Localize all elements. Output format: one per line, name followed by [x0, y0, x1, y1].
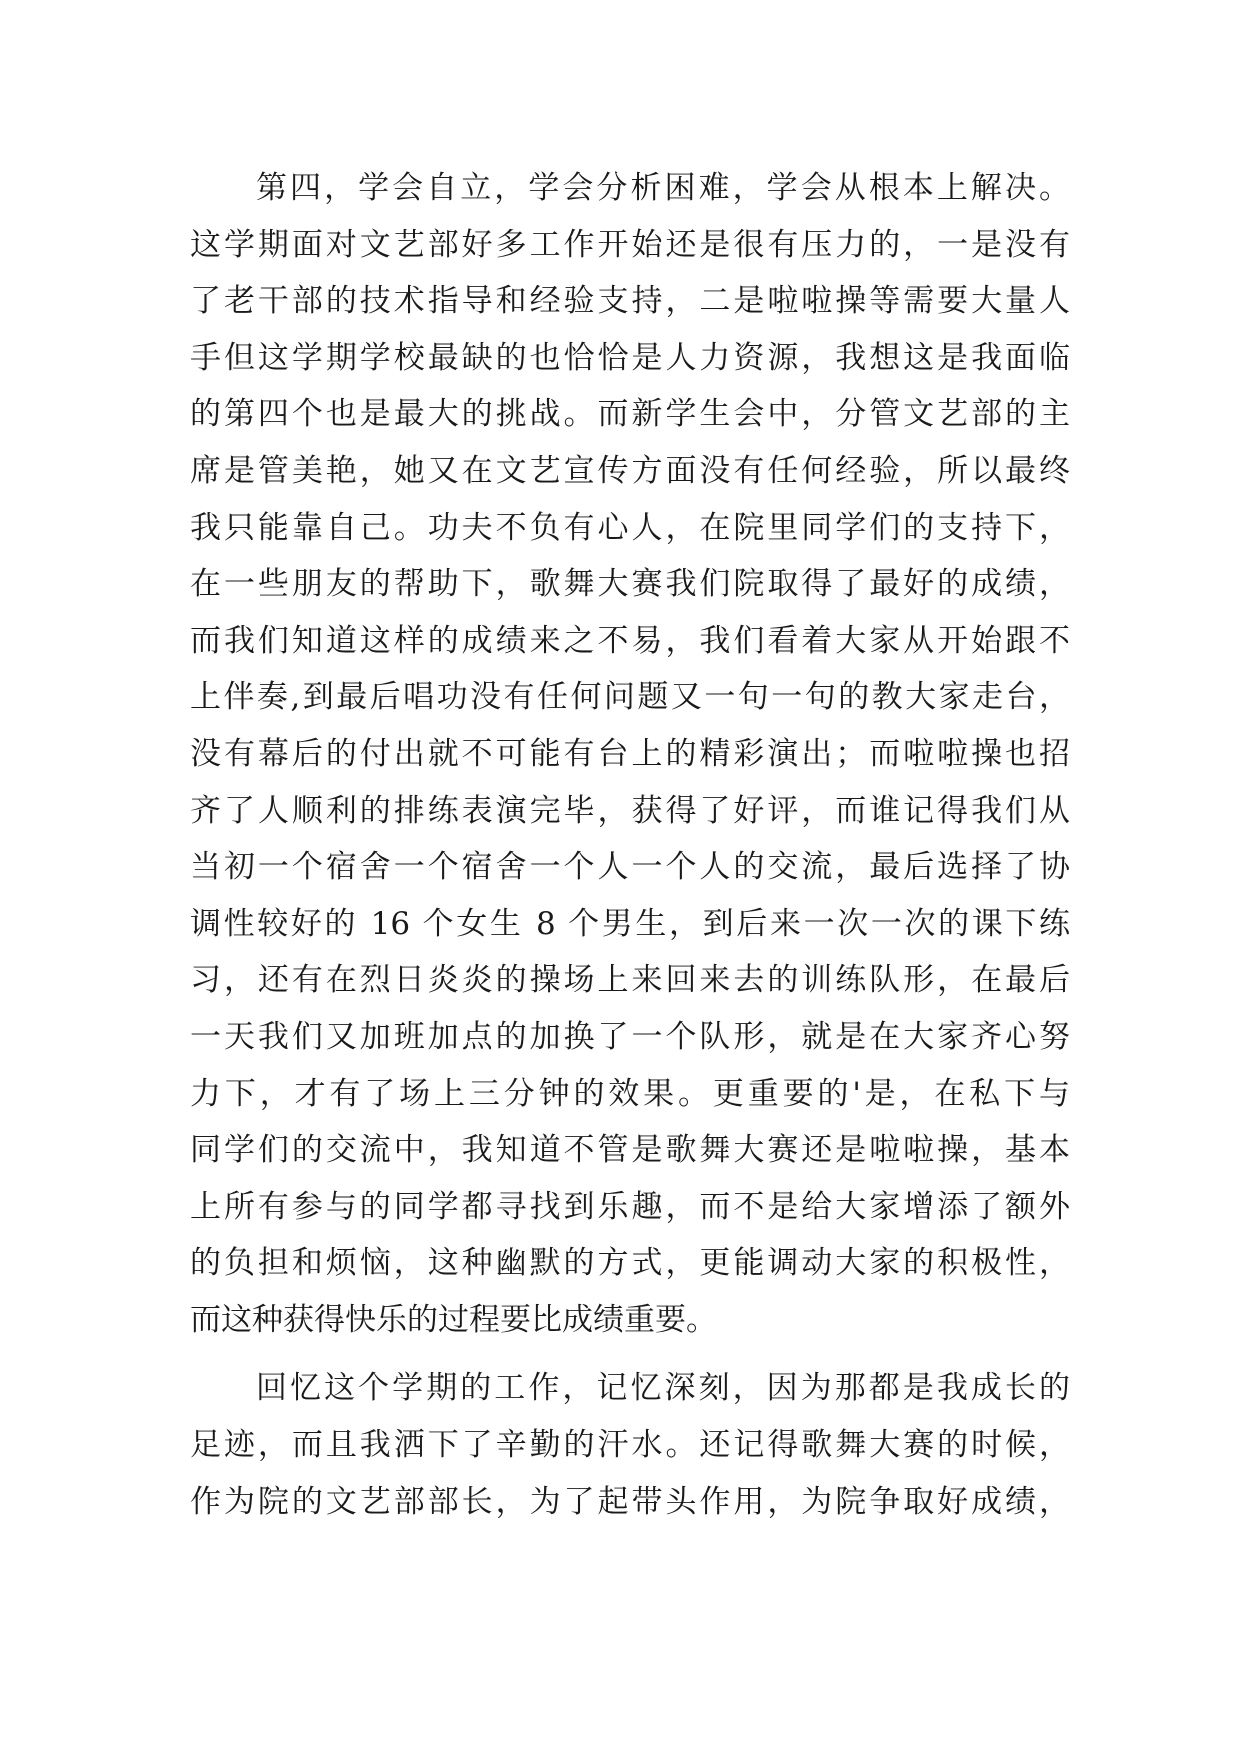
text-line: 上所有参与的同学都寻找到乐趣，而不是给大家增添了额外 — [190, 1188, 1070, 1225]
text-line: 同学们的交流中，我知道不管是歌舞大赛还是啦啦操，基本 — [190, 1132, 1070, 1169]
paragraph-1 — [190, 160, 1070, 1348]
paragraph-2 — [190, 1360, 1070, 1530]
text-line: 我只能靠自己。功夫不负有心人，在院里同学们的支持下， — [190, 509, 1070, 546]
document-body — [190, 160, 1070, 1530]
text-line: 这学期面对文艺部好多工作开始还是很有压力的，一是没有 — [190, 226, 1070, 263]
paragraph-spacer — [190, 1348, 1070, 1360]
text-line: 作为院的文艺部部长，为了起带头作用，为院争取好成绩， — [190, 1483, 1070, 1520]
text-line: 的第四个也是最大的挑战。而新学生会中，分管文艺部的主 — [190, 396, 1070, 433]
text-line: 回忆这个学期的工作，记忆深刻，因为那都是我成长的 — [256, 1370, 1070, 1407]
text-line: 手但这学期学校最缺的也恰恰是人力资源，我想这是我面临 — [190, 339, 1070, 376]
text-line: 一天我们又加班加点的加换了一个队形，就是在大家齐心努 — [190, 1018, 1070, 1055]
text-line: 调性较好的 16 个女生 8 个男生，到后来一次一次的课下练 — [190, 905, 1070, 942]
text-line: 足迹，而且我洒下了辛勤的汗水。还记得歌舞大赛的时候， — [190, 1427, 1070, 1464]
text-line: 习，还有在烈日炎炎的操场上来回来去的训练队形，在最后 — [190, 962, 1070, 999]
text-line: 齐了人顺利的排练表演完毕，获得了好评，而谁记得我们从 — [190, 792, 1070, 829]
text-line: 上伴奏,到最后唱功没有任何问题又一句一句的教大家走台， — [190, 679, 1070, 716]
text-line: 力下，才有了场上三分钟的效果。更重要的'是，在私下与 — [190, 1075, 1070, 1112]
text-line: 在一些朋友的帮助下，歌舞大赛我们院取得了最好的成绩， — [190, 566, 1070, 603]
text-line: 而我们知道这样的成绩来之不易，我们看着大家从开始跟不 — [190, 622, 1070, 659]
text-line: 第四，学会自立，学会分析困难，学会从根本上解决。 — [256, 170, 1070, 206]
text-line: 当初一个宿舍一个宿舍一个人一个人的交流，最后选择了协 — [190, 849, 1070, 886]
text-line: 的负担和烦恼，这种幽默的方式，更能调动大家的积极性， — [190, 1245, 1070, 1282]
text-line: 了老干部的技术指导和经验支持，二是啦啦操等需要大量人 — [190, 283, 1070, 320]
text-line: 没有幕后的付出就不可能有台上的精彩演出；而啦啦操也招 — [190, 735, 1070, 772]
text-line: 而这种获得快乐的过程要比成绩重要。 — [190, 1301, 717, 1338]
text-line: 席是管美艳，她又在文艺宣传方面没有任何经验，所以最终 — [190, 452, 1070, 489]
